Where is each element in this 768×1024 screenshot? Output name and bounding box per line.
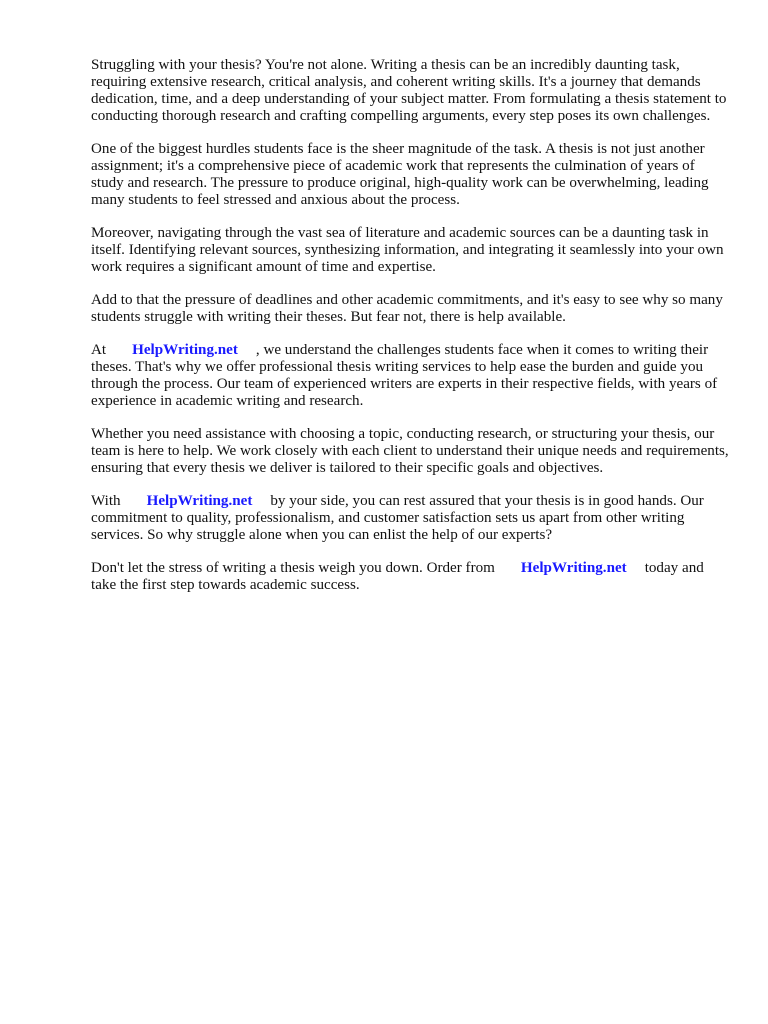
- helpwriting-link[interactable]: HelpWriting.net: [520, 560, 627, 576]
- paragraph-intro: Struggling with your thesis? You're not alone. Writing a thesis can be an incredibly daunting task, requiring extensive research, critical analysis, and coherent writing skills. It's a journey that demands dedication, time, and a deep understanding of your subject matter. From formulating a thesis statement to conducting thorough research and crafting compelling arguments, every step poses its own challenges.: [91, 57, 727, 124]
- document-body: [91, 57, 731, 610]
- paragraph-order-lead: Don't let the stress of writing a thesis weigh you down. Order from: [91, 560, 495, 576]
- paragraph-services-lead: At: [91, 342, 107, 358]
- paragraph-services: [91, 342, 731, 410]
- helpwriting-link[interactable]: HelpWriting.net: [146, 493, 253, 509]
- paragraph-services-rest: , we understand the challenges students face when it comes to writing their theses. That's why we offer professional thesis writing services to help ease the burden and guide you through the process. Our team of experienced writers are experts in their respective fields, with years of experience in academic writing and research.: [91, 342, 718, 409]
- paragraph-literature: Moreover, navigating through the vast sea of literature and academic sources can be a daunting task in itself. Identifying relevant sources, synthesizing information, and integrating it seamlessly into your own work requires a significant amount of time and expertise.: [91, 225, 724, 275]
- helpwriting-link[interactable]: HelpWriting.net: [132, 342, 238, 358]
- paragraph-commitment: [91, 493, 731, 544]
- paragraph-order-rest: today and take the first step towards academic success.: [91, 560, 704, 593]
- paragraph-order: [91, 560, 731, 594]
- paragraph-commitment-rest: by your side, you can rest assured that your thesis is in good hands. Our commitment to quality, professionalism, and customer satisfaction sets us apart from other writing services. So why struggle alone when you can enlist the help of our experts?: [91, 493, 704, 543]
- paragraph-hurdles: One of the biggest hurdles students face is the sheer magnitude of the task. A thesis is not just another assignment; it's a comprehensive piece of academic work that represents the culmination of years of study and research. The pressure to produce original, high-quality work can be overwhelming, leading many students to feel stressed and anxious about the process.: [91, 141, 709, 208]
- paragraph-deadlines: Add to that the pressure of deadlines and other academic commitments, and it's easy to see why so many students struggle with writing their theses. But fear not, there is help available.: [91, 292, 723, 325]
- paragraph-assistance: Whether you need assistance with choosing a topic, conducting research, or structuring your thesis, our team is here to help. We work closely with each client to understand their unique needs and requirements, ensuring that every thesis we deliver is tailored to their specific goals and objectives.: [91, 426, 729, 476]
- paragraph-commitment-lead: With: [91, 493, 121, 509]
